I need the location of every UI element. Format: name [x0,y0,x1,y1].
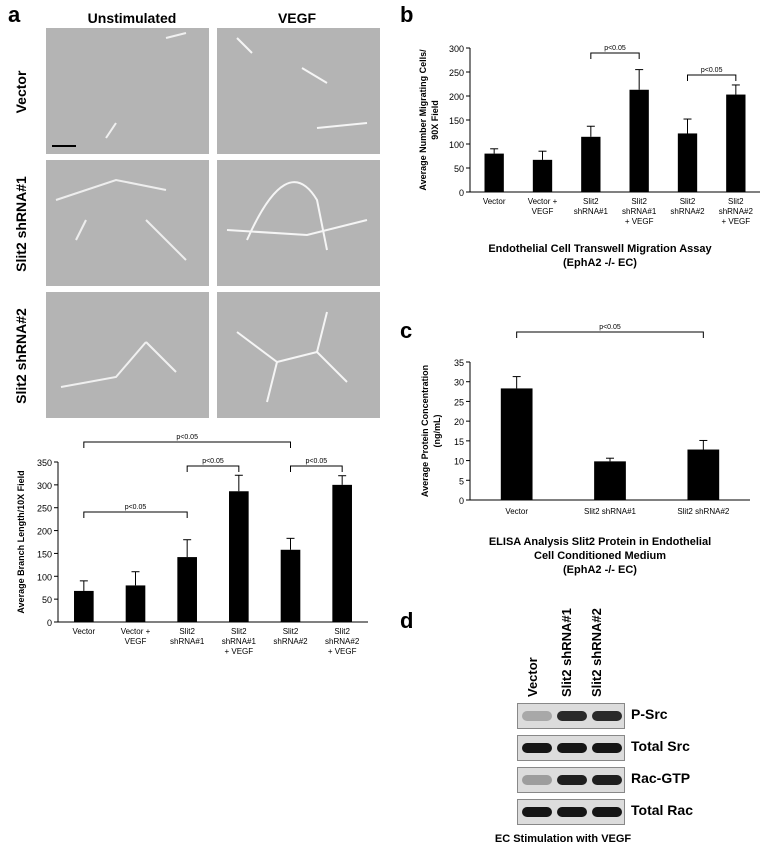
significance-bracket [291,466,343,472]
y-axis-label-line: Average Protein Concentration [420,364,430,498]
bar [485,154,504,192]
y-tick-label: 10 [453,456,464,467]
y-tick-label: 20 [453,417,464,428]
y-tick-label: 200 [448,92,464,102]
micrograph-vector-unstimulated [46,28,209,154]
category-label: shRNA#2 [718,207,753,216]
panel-d-letter: d [400,608,414,633]
y-tick-label: 250 [448,68,464,78]
blot-band [592,807,622,817]
blot-strip [517,799,625,825]
y-axis-label [418,49,440,191]
category-label: shRNA#1 [221,637,256,646]
category-label: shRNA#2 [273,637,308,646]
blot-band [522,775,552,785]
chart-migration [400,35,767,240]
category-label: Vector [482,197,506,206]
blot-strip [517,767,625,793]
blot-band [557,807,587,817]
category-label: shRNA#1 [170,637,205,646]
bar [501,388,533,500]
y-tick-label: 30 [453,377,464,388]
category-label: Slit2 [282,627,299,636]
bar [229,491,249,622]
significance-label: p<0.05 [700,67,723,74]
lane-shrna2: Slit2 shRNA#2 [589,608,604,697]
y-tick-label: 50 [41,595,52,606]
bar [332,485,352,622]
blot-label: Rac-GTP [631,770,691,786]
panel-a-letter: a [8,2,21,27]
category-label: VEGF [531,207,554,216]
blot-band [522,807,552,817]
bar [678,133,697,192]
bar [533,160,552,192]
y-tick-label: 300 [448,44,464,54]
blot-band [557,775,587,785]
y-axis-label-line: Average Number Migrating Cells/ [418,49,428,191]
micrograph-shrna1-unstimulated [46,160,209,286]
panel-b-letter: b [400,2,414,27]
y-axis-label [16,470,26,613]
category-label: Slit2 [334,627,350,636]
micrograph-vector-vegf [217,28,380,154]
y-tick-label: 5 [458,476,464,487]
blot-band [557,743,587,753]
y-tick-label: 0 [458,496,464,506]
lane-vector: Vector [525,657,540,697]
significance-bracket [84,512,187,518]
y-tick-label: 300 [36,480,52,491]
significance-label: p<0.05 [604,45,626,52]
category-label: Slit2 [231,627,247,636]
y-tick-label: 100 [448,140,464,150]
y-tick-label: 150 [448,116,464,126]
y-tick-label: 0 [46,618,52,628]
chart-elisa [400,324,767,525]
category-label: Slit2 [583,197,599,206]
y-tick-label: 15 [453,436,464,447]
bar [126,585,146,622]
significance-bracket [591,53,639,59]
blot-strip [517,735,625,761]
category-label: + VEGF [224,647,254,656]
category-label: Slit2 shRNA#2 [677,507,730,516]
significance-bracket [187,466,239,472]
category-label: + VEGF [327,647,357,656]
y-tick-label: 0 [458,188,464,198]
category-label: Slit2 [179,627,195,636]
panel-c-caption-line2: Cell Conditioned Medium [534,550,666,562]
panel-b-caption [440,242,760,270]
row-label-shrna2: Slit2 shRNA#2 [13,308,29,404]
blot-label: Total Rac [631,802,693,818]
significance-label: p<0.05 [202,458,224,465]
significance-bracket [84,442,291,448]
category-label: Slit2 [631,197,647,206]
category-label: shRNA#2 [325,637,360,646]
y-tick-label: 35 [453,358,464,368]
lane-shrna1: Slit2 shRNA#1 [559,608,574,697]
blot-strip [517,703,625,729]
category-label: VEGF [124,637,147,646]
y-tick-label: 100 [36,572,52,583]
y-axis-label-line: 90X Field [430,100,440,140]
panel-c-caption-line3: (EphA2 -/- EC) [563,564,637,576]
row-label-shrna1: Slit2 shRNA#1 [13,176,29,272]
panel-d-caption: EC Stimulation with VEGF [494,833,632,845]
significance-label: p<0.05 [599,324,621,331]
blot-band [592,775,622,785]
bar [630,90,649,192]
panel-c-caption-line1: ELISA Analysis Slit2 Protein in Endothelial [488,536,712,548]
bar [74,591,94,622]
blot-band [522,743,552,753]
category-label: Slit2 shRNA#1 [583,507,637,516]
category-label: Vector [505,507,529,516]
y-tick-label: 350 [36,458,52,468]
significance-bracket [517,332,704,338]
y-tick-label: 150 [36,549,52,560]
micrograph-shrna2-unstimulated [46,292,209,418]
col-title-unstimulated: Unstimulated [87,10,177,26]
category-label: Vector [72,627,96,636]
bar [177,557,197,622]
significance-bracket [688,75,736,81]
bar [281,550,301,622]
chart-branch-length [0,428,385,660]
col-title-vegf: VEGF [277,10,317,26]
significance-label: p<0.05 [124,504,147,511]
micrograph-shrna1-vegf [217,160,380,286]
significance-label: p<0.05 [176,434,198,441]
blot-band [592,743,622,753]
panel-b-caption-line2: (EphA2 -/- EC) [563,257,637,269]
bar [581,137,600,192]
category-label: + VEGF [624,217,654,226]
bar [726,95,745,192]
category-label: + VEGF [721,217,751,226]
y-tick-label: 50 [453,164,464,174]
category-label: Vector + [527,197,558,206]
micrograph-shrna2-vegf [217,292,380,418]
panel-b-caption-line1: Endothelial Cell Transwell Migration Assay [488,243,712,255]
y-axis-label-line: Average Branch Length/10X Field [16,470,26,614]
y-axis-label [420,365,442,497]
blot-band [522,711,552,721]
blot-band [557,711,587,721]
category-label: Vector + [120,627,151,636]
y-tick-label: 25 [453,397,464,408]
category-label: Slit2 [728,197,744,206]
panel-c-caption [440,535,760,577]
blot-label: Total Src [631,738,690,754]
y-tick-label: 250 [36,503,52,514]
y-axis-label-line: (ng/mL) [432,414,442,448]
row-label-vector: Vector [13,70,29,114]
category-label: shRNA#1 [573,207,608,216]
panel-c-letter: c [400,318,413,343]
blot-label: P-Src [631,706,668,722]
blot-band [592,711,622,721]
bar [594,461,626,500]
y-tick-label: 200 [36,526,52,537]
bar [687,450,719,500]
category-label: shRNA#2 [670,207,705,216]
category-label: Slit2 [679,197,696,206]
significance-label: p<0.05 [305,458,328,465]
category-label: shRNA#1 [622,207,657,216]
